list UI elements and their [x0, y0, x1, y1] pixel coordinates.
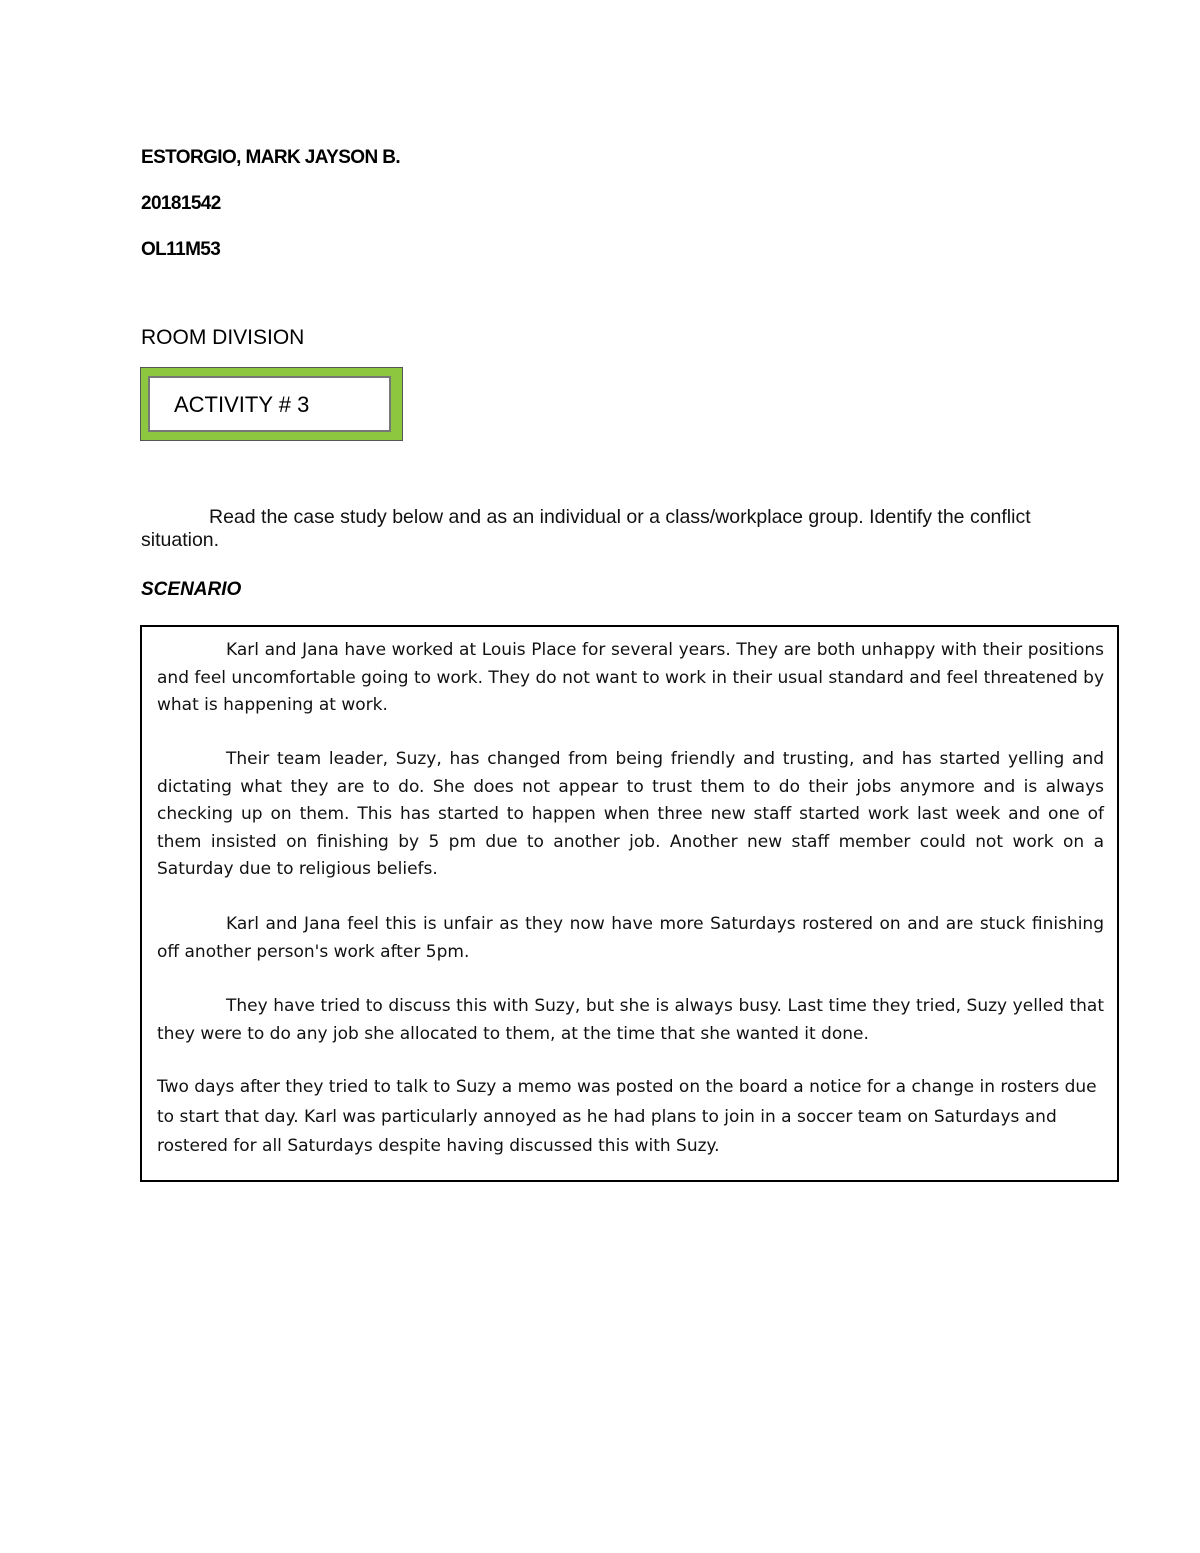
- scenario-paragraph: Karl and Jana feel this is unfair as they now have more Saturdays rostered on and are stuck finishing off another person's work after 5pm.: [157, 914, 1104, 962]
- activity-box: [140, 367, 403, 441]
- instruction-text: Read the case study below and as an individual or a class/workplace group. Identify the conflict situation.: [141, 506, 1031, 551]
- activity-label: ACTIVITY # 3: [174, 392, 310, 417]
- scenario-paragraph: Two days after they tried to talk to Suzy a memo was posted on the board a notice for a change in rosters due to start that day. Karl was particularly annoyed as he had plans to join in a soccer team on Saturdays and rostered for all Saturdays despite having discussed this with Suzy.: [157, 1077, 1097, 1156]
- activity-inner-frame: [148, 376, 391, 432]
- section-code: OL11M53: [141, 239, 221, 260]
- scenario-paragraph: Karl and Jana have worked at Louis Place for several years. They are both unhappy with their positions and feel uncomfortable going to work. They do not want to work in their usual standard and feel threatened by what is happening at work.: [157, 640, 1104, 715]
- scenario-paragraph: Their team leader, Suzy, has changed from being friendly and trusting, and has started yelling and dictating what they are to do. She does not appear to trust them to do their jobs anymore and is always checking up on them. This has started to happen when three new staff started work last week and one of them insisted on finishing by 5 pm due to another job. Another new staff member could not work on a Saturday due to religious beliefs.: [157, 749, 1104, 879]
- scenario-heading: SCENARIO: [141, 579, 242, 600]
- scenario-box: [140, 625, 1119, 1182]
- subject-title: ROOM DIVISION: [141, 326, 305, 349]
- student-name: ESTORGIO, MARK JAYSON B.: [141, 147, 401, 168]
- scenario-paragraph: They have tried to discuss this with Suzy, but she is always busy. Last time they tried, Suzy yelled that they were to do any job she allocated to them, at the time that she wanted it done.: [157, 996, 1104, 1044]
- student-id: 20181542: [141, 193, 221, 214]
